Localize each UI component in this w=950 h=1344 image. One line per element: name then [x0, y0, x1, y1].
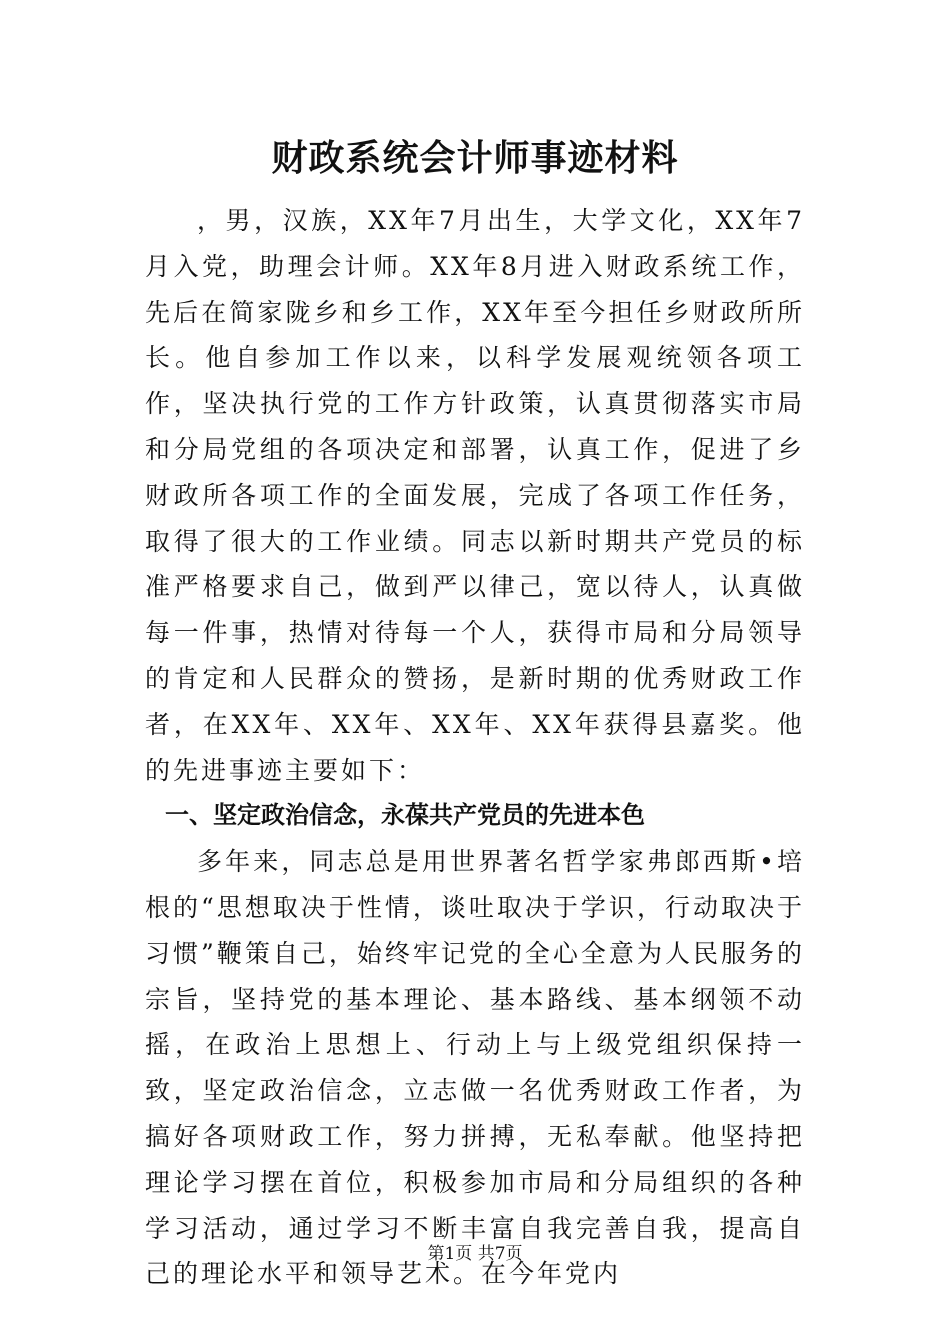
document-body — [145, 198, 805, 1297]
document-title: 财政系统会计师事迹材料 — [271, 137, 679, 179]
page-footer: 第1页 共7页 — [427, 1244, 523, 1264]
intro-paragraph: ，男，汉族，XX年7月出生，大学文化，XX年7月入党，助理会计师。XX年8月进入财政系统工作，先后在简家陇乡和乡工作，XX年至今担任乡财政所所长。他自参加工作以来，以科学发展观统领各项工作，坚决执行党的工作方针政策，认真贯彻落实市局和分局党组的各项决定和部署，认真工作，促进了乡财政所各项工作的全面发展，完成了各项工作任务，取得了很大的工作业绩。同志以新时期共产党员的标准严格要求自己，做到严以律己，宽以待人，认真做每一件事，热情对待每一个人，获得市局和分局领导的肯定和人民群众的赞扬，是新时期的优秀财政工作者，在XX年、XX年、XX年、XX年获得县嘉奖。他的先进事迹主要如下： — [145, 206, 805, 785]
section-paragraph: 多年来，同志总是用世界著名哲学家弗郎西斯•培根的“思想取决于性情，谈吐取决于学识，行动取决于习惯”鞭策自己，始终牢记党的全心全意为人民服务的宗旨，坚持党的基本理论、基本路线、基本纲领不动摇，在政治上思想上、行动上与上级党组织保持一致，坚定政治信念，立志做一名优秀财政工作者，为搞好各项财政工作，努力拼搏，无私奉献。他坚持把理论学习摆在首位，积极参加市局和分局组织的各种学习活动，通过学习不断丰富自我完善自我，提高自己的理论水平和领导艺术。在今年党内 — [145, 847, 805, 1289]
section-heading: 一、坚定政治信念，永葆共产党员的先进本色 — [165, 801, 645, 830]
